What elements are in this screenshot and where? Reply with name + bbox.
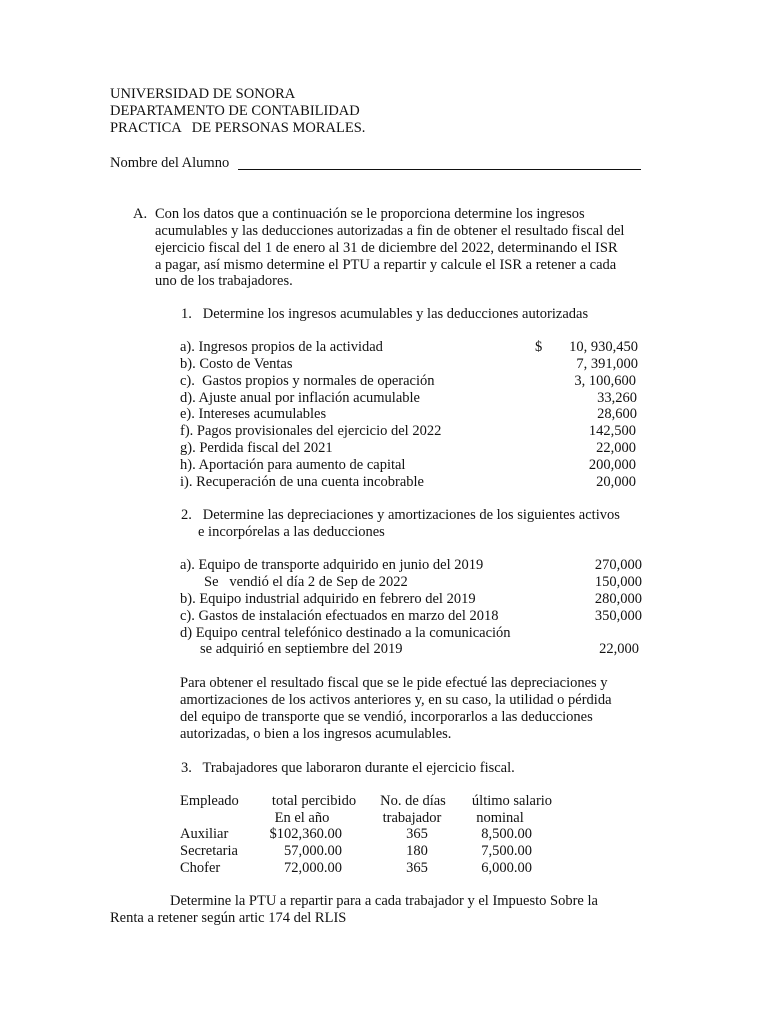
asset-item-amount: 22,000 — [599, 641, 639, 657]
employee-salary: 8,500.00 — [481, 826, 532, 842]
table-header-salary-sub: nominal — [476, 810, 524, 826]
question-2-title-cont: e incorpórelas a las deducciones — [198, 524, 385, 540]
q2-note-line: del equipo de transporte que se vendió, incorporarlos a las deducciones — [180, 709, 593, 725]
employee-salary: 7,500.00 — [481, 843, 532, 859]
university-name: UNIVERSIDAD DE SONORA — [110, 86, 296, 102]
income-item-amount: 7, 391,000 — [576, 356, 638, 372]
income-item-label: g). Perdida fiscal del 2021 — [180, 440, 333, 456]
asset-item-amount: 350,000 — [594, 608, 642, 624]
asset-item-label: se adquirió en septiembre del 2019 — [200, 641, 403, 657]
q2-note-line: Para obtener el resultado fiscal que se le pide efectué las depreciaciones y — [180, 675, 608, 691]
income-item-amount: 28,600 — [597, 406, 637, 422]
employee-total: $102,360.00 — [269, 826, 342, 842]
income-item-label: f). Pagos provisionales del ejercicio del 2022 — [180, 423, 442, 439]
income-item-amount: 33,260 — [597, 390, 637, 406]
asset-item-label: b). Equipo industrial adquirido en febrero del 2019 — [180, 591, 476, 607]
closing-instruction: Determine la PTU a repartir para a cada trabajador y el Impuesto Sobre la — [170, 893, 598, 909]
table-header-salary: último salario — [471, 793, 553, 809]
q2-note-line: amortizaciones de los activos anteriores y, en su caso, la utilidad o pérdida — [180, 692, 612, 708]
asset-item-amount: 150,000 — [594, 574, 642, 590]
income-item-label: i). Recuperación de una cuenta incobrable — [180, 474, 424, 490]
income-item-label: a). Ingresos propios de la actividad — [180, 339, 383, 355]
section-a-letter: A. — [133, 206, 148, 222]
employee-name: Secretaria — [180, 843, 238, 859]
question-3-title: 3. Trabajadores que laboraron durante el ejercicio fiscal. — [181, 760, 515, 776]
income-item-amount: 22,000 — [596, 440, 636, 456]
asset-item-label: a). Equipo de transporte adquirido en junio del 2019 — [180, 557, 484, 573]
income-item-amount: 142,500 — [588, 423, 636, 439]
q2-note-line: autorizadas, o bien a los ingresos acumulables. — [180, 726, 452, 742]
employee-days: 180 — [406, 843, 428, 859]
section-a-line: uno de los trabajadores. — [155, 273, 293, 289]
question-2-title: 2. Determine las depreciaciones y amortizaciones de los siguientes activos — [181, 507, 620, 523]
employee-name: Chofer — [180, 860, 221, 876]
employee-total: 72,000.00 — [284, 860, 342, 876]
table-header-days: No. de días — [380, 793, 446, 809]
employee-salary: 6,000.00 — [481, 860, 532, 876]
income-item-label: h). Aportación para aumento de capital — [180, 457, 406, 473]
asset-item-label: c). Gastos de instalación efectuados en marzo del 2018 — [180, 608, 499, 624]
asset-item-amount: 270,000 — [594, 557, 642, 573]
asset-item-label: d) Equipo central telefónico destinado a la comunicación — [180, 625, 511, 641]
table-header-total: total percibido — [271, 793, 357, 809]
table-header-days-sub: trabajador — [382, 810, 442, 826]
section-a-line: a pagar, así mismo determine el PTU a repartir y calcule el ISR a retener a cada — [155, 257, 617, 273]
employee-days: 365 — [406, 860, 428, 876]
student-name-label: Nombre del Alumno — [110, 155, 230, 171]
income-item-amount: 3, 100,600 — [574, 373, 636, 389]
table-header-total-sub: En el año — [274, 810, 330, 826]
asset-item-amount: 280,000 — [594, 591, 642, 607]
income-item-amount: 20,000 — [596, 474, 636, 490]
section-a-line: acumulables y las deducciones autorizadas a fin de obtener el resultado fiscal del — [155, 223, 625, 239]
asset-item-label: Se vendió el día 2 de Sep de 2022 — [204, 574, 408, 590]
currency-symbol: $ — [535, 339, 543, 355]
practice-title: PRACTICA DE PERSONAS MORALES. — [110, 120, 366, 136]
employee-total: 57,000.00 — [284, 843, 342, 859]
income-item-amount: 10, 930,450 — [569, 339, 638, 355]
closing-instruction-cont: Renta a retener según artic 174 del RLIS — [110, 910, 347, 926]
income-item-label: d). Ajuste anual por inflación acumulable — [180, 390, 420, 406]
employee-days: 365 — [406, 826, 428, 842]
department-name: DEPARTAMENTO DE CONTABILIDAD — [110, 103, 360, 119]
income-item-label: c). Gastos propios y normales de operación — [180, 373, 435, 389]
student-name-line[interactable] — [238, 169, 641, 170]
income-item-label: b). Costo de Ventas — [180, 356, 293, 372]
income-item-label: e). Intereses acumulables — [180, 406, 327, 422]
section-a-line: Con los datos que a continuación se le proporciona determine los ingresos — [155, 206, 585, 222]
table-header-employee: Empleado — [180, 793, 239, 809]
employee-name: Auxiliar — [180, 826, 229, 842]
income-item-amount: 200,000 — [588, 457, 636, 473]
section-a-line: ejercicio fiscal del 1 de enero al 31 de diciembre del 2022, determinando el ISR — [155, 240, 618, 256]
question-1-title: 1. Determine los ingresos acumulables y las deducciones autorizadas — [181, 306, 589, 322]
